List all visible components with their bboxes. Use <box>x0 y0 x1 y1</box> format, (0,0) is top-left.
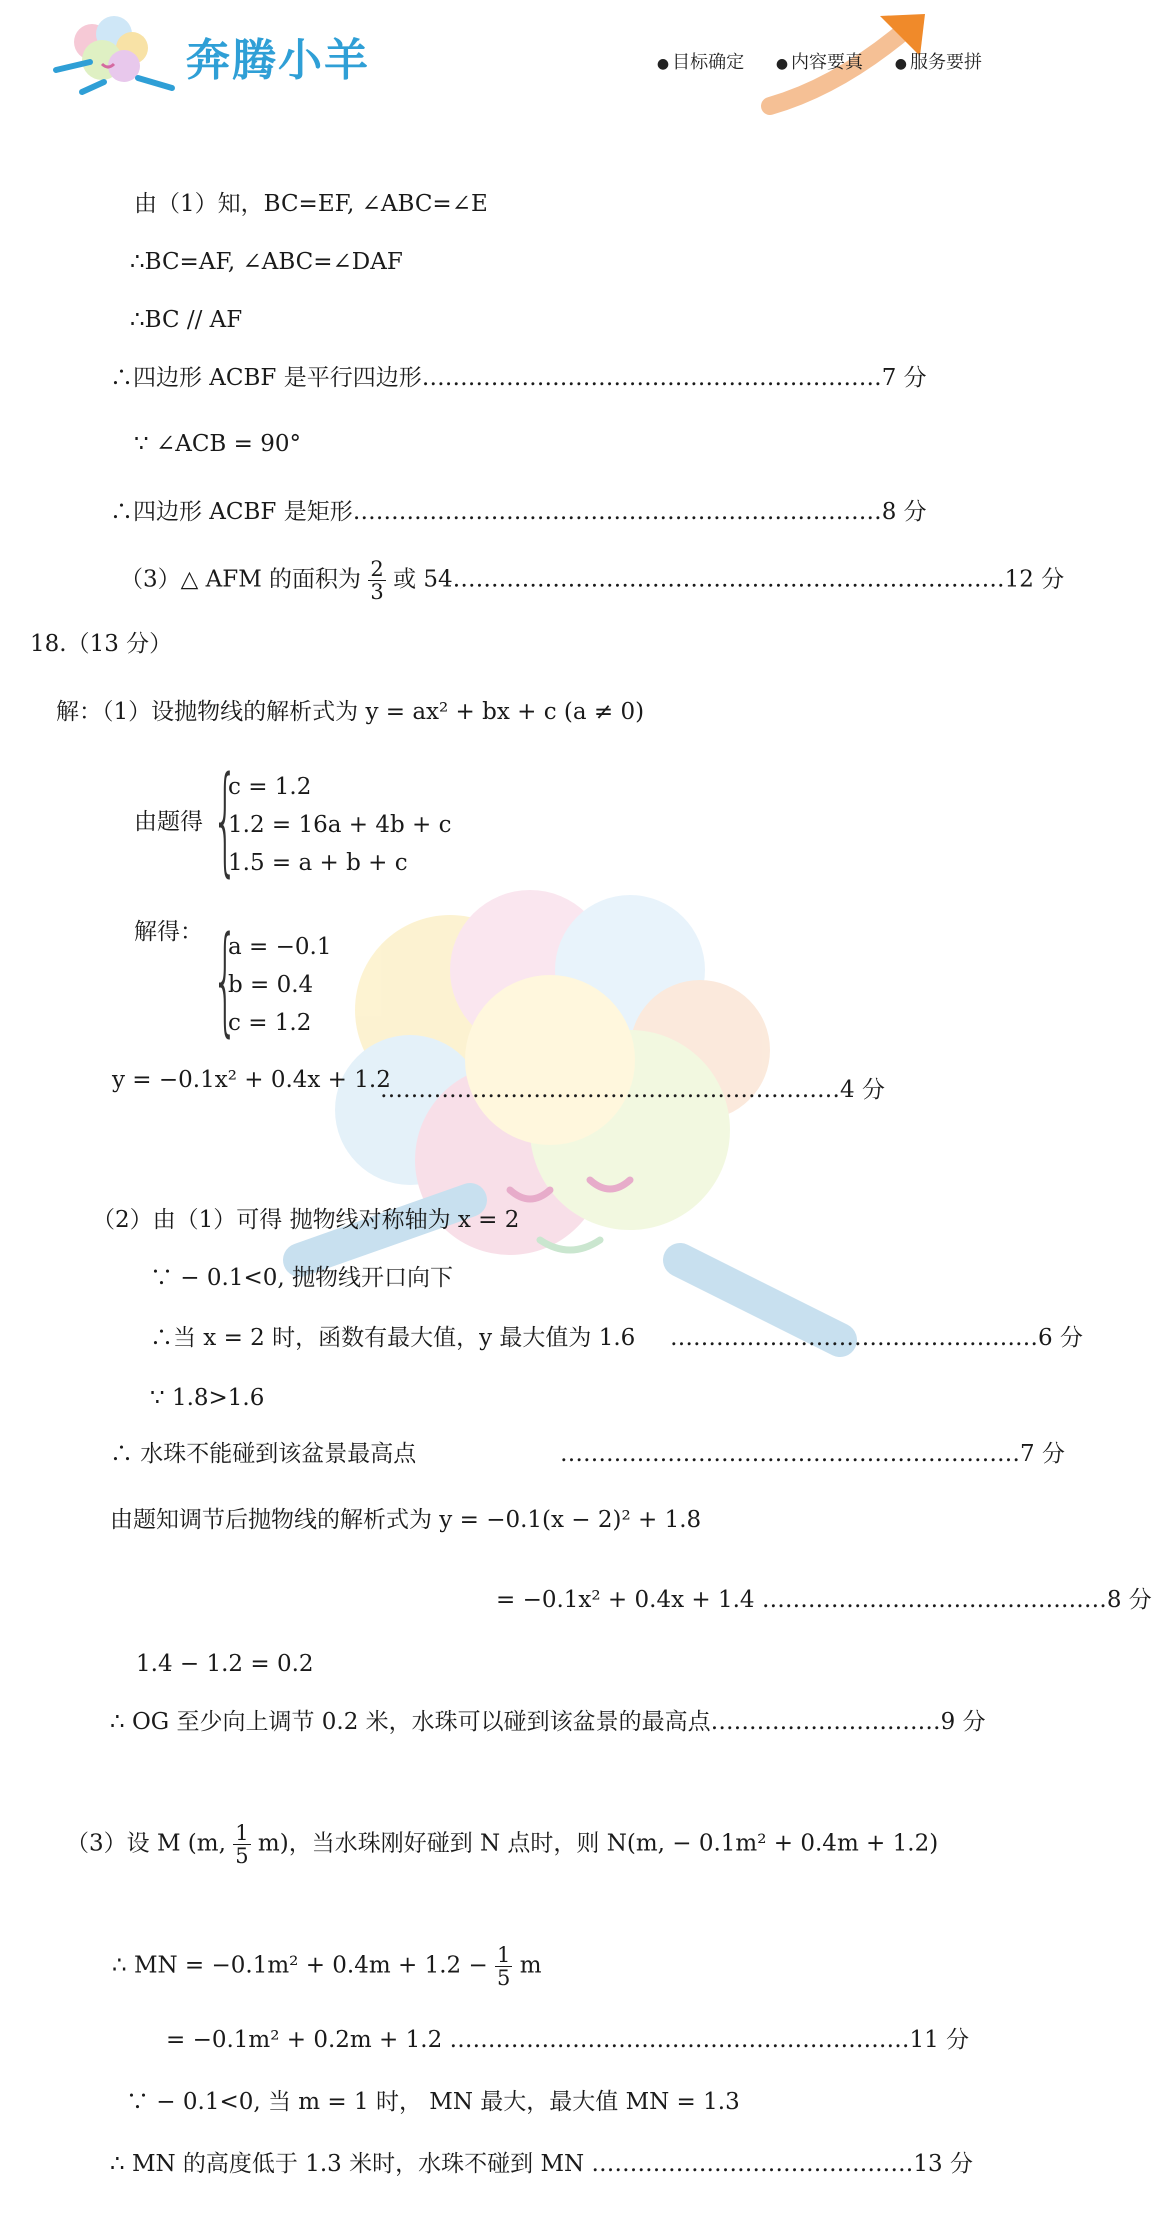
solution-line: ∴四边形 ACBF 是矩形……………………………………………………………8 分 <box>110 499 927 525</box>
text-fragment: 或 54………………………………………………………………12 分 <box>393 566 1065 593</box>
fraction <box>368 558 385 603</box>
fraction-numerator: 2 <box>370 557 384 581</box>
brand-name: 奔腾小羊 <box>186 35 370 86</box>
fraction-numerator: 1 <box>235 1821 249 1845</box>
equation: 1.5 = a + b + c <box>228 850 408 876</box>
brace-icon: { <box>212 750 239 888</box>
solution-line: ∵ − 0.1<0, 当 m = 1 时， MN 最大，最大值 MN = 1.3 <box>126 2089 740 2115</box>
fraction-denominator: 5 <box>497 1966 511 1991</box>
fraction-denominator: 5 <box>235 1844 249 1869</box>
solution-line: ∵ ∠ACB = 90° <box>134 431 301 457</box>
solution-line-fraction <box>120 558 1064 603</box>
text-fragment: m <box>519 1952 542 1979</box>
system-label: 由题得 <box>134 809 203 835</box>
sheep-logo-icon <box>52 8 182 108</box>
solution-line: 由题知调节后抛物线的解析式为 y = −0.1(x − 2)² + 1.8 <box>110 1507 702 1533</box>
solution-line: = −0.1x² + 0.4x + 1.4 ………………………………………8 分 <box>496 1587 1152 1613</box>
section-heading: 18.（13 分） <box>30 631 173 657</box>
equation-system <box>228 768 451 882</box>
tag-content: ● 内容要真 <box>776 52 863 73</box>
solution-line: ∵ 1.8>1.6 <box>150 1385 265 1411</box>
equation: c = 1.2 <box>228 774 312 800</box>
tag-goal: ● 目标确定 <box>657 52 744 73</box>
solution-line: 解：（1）设抛物线的解析式为 y = ax² + bx + c (a ≠ 0) <box>56 699 645 725</box>
solution-line: ∴BC=AF, ∠ABC=∠DAF <box>130 249 403 275</box>
solution-line: ∴BC // AF <box>130 307 243 333</box>
fraction-denominator: 3 <box>370 580 384 605</box>
equation: c = 1.2 <box>228 1010 312 1036</box>
solution-line: ∵ − 0.1<0, 抛物线开口向下 <box>150 1265 453 1291</box>
fraction <box>495 1944 512 1989</box>
fraction <box>233 1822 250 1867</box>
solution-line: 由（1）知，BC=EF, ∠ABC=∠E <box>134 191 488 217</box>
page-header <box>0 0 1080 120</box>
solution-line: y = −0.1x² + 0.4x + 1.2 <box>112 1067 391 1093</box>
text-fragment: （3）设 M (m, <box>66 1830 226 1857</box>
solution-line: ∴当 x = 2 时，函数有最大值，y 最大值为 1.6 <box>150 1325 636 1351</box>
tag-service: ● 服务要拼 <box>895 52 982 73</box>
text-fragment: m)，当水珠刚好碰到 N 点时，则 N(m, − 0.1m² + 0.4m + 1.2) <box>257 1830 939 1857</box>
equation-system <box>228 928 331 1042</box>
score-dots: ……………………………………………………4 分 <box>380 1077 885 1103</box>
solution-line: ∴ MN 的高度低于 1.3 米时，水珠不碰到 MN ……………………………………13 分 <box>110 2151 974 2177</box>
text-fragment: ∴ MN = −0.1m² + 0.4m + 1.2 − <box>112 1952 488 1979</box>
solution-line-fraction <box>66 1822 938 1867</box>
system-label: 解得： <box>134 919 203 945</box>
solution-line-fraction <box>112 1944 542 1989</box>
score-dots: …………………………………………6 分 <box>670 1325 1083 1351</box>
solution-line: ∴ 水珠不能碰到该盆景最高点 <box>110 1441 417 1467</box>
solution-line: ∴ OG 至少向上调节 0.2 米，水珠可以碰到该盆景的最高点…………………………9 分 <box>110 1709 986 1735</box>
fraction-numerator: 1 <box>497 1943 511 1967</box>
score-dots: ……………………………………………………7 分 <box>560 1441 1065 1467</box>
text-fragment: （3）△ AFM 的面积为 <box>120 566 362 593</box>
solution-line: （2）由（1）可得 抛物线对称轴为 x = 2 <box>92 1207 520 1233</box>
equation: b = 0.4 <box>228 972 314 998</box>
equation: 1.2 = 16a + 4b + c <box>228 812 452 838</box>
solution-line: 1.4 − 1.2 = 0.2 <box>136 1651 314 1677</box>
equation: a = −0.1 <box>228 934 332 960</box>
header-tags <box>631 48 982 74</box>
solution-line: ∴四边形 ACBF 是平行四边形……………………………………………………7 分 <box>110 365 927 391</box>
solution-line: = −0.1m² + 0.2m + 1.2 ……………………………………………………11 分 <box>166 2027 970 2053</box>
brace-icon: { <box>212 910 239 1048</box>
sheep-watermark-icon <box>300 860 860 1380</box>
